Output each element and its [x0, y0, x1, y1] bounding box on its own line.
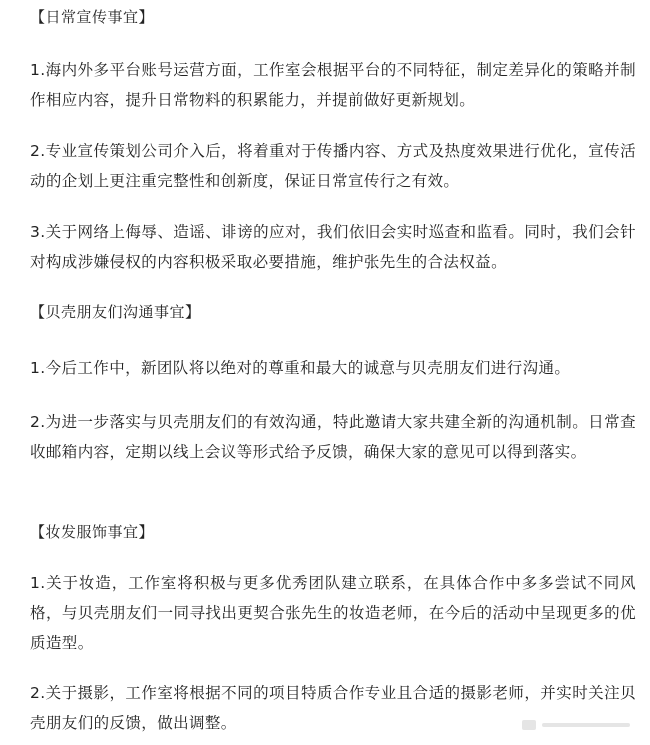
section-heading-styling: 【妆发服饰事宜】	[30, 523, 155, 541]
section-heading-fan-communication: 【贝壳朋友们沟通事宜】	[30, 303, 201, 321]
paragraph-online-defamation: 3.关于网络上侮辱、造谣、诽谤的应对，我们依旧会实时巡查和监看。同时，我们会针对构成涉嫌侵权的内容积极采取必要措施，维护张先生的合法权益。	[30, 223, 636, 271]
paragraph-platform-operations: 1.海内外多平台账号运营方面，工作室会根据平台的不同特征，制定差异化的策略并制作相应内容，提升日常物料的积累能力，并提前做好更新规划。	[30, 61, 636, 109]
paragraph-makeup-styling: 1.关于妆造，工作室将积极与更多优秀团队建立联系，在具体合作中多多尝试不同风格，与贝壳朋友们一同寻找出更契合张先生的妆造老师，在今后的活动中呈现更多的优质造型。	[30, 574, 636, 652]
paragraph-publicity-planning: 2.专业宣传策划公司介入后，将着重对于传播内容、方式及热度效果进行优化，宣传活动的企划上更注重完整性和创新度，保证日常宣传行之有效。	[30, 142, 636, 190]
paragraph-photography: 2.关于摄影，工作室将根据不同的项目特质合作专业且合适的摄影老师，并实时关注贝壳朋友们的反馈，做出调整。	[30, 684, 636, 732]
watermark-logo-icon	[522, 717, 632, 733]
paragraph-respectful-communication: 1.今后工作中，新团队将以绝对的尊重和最大的诚意与贝壳朋友们进行沟通。	[30, 359, 571, 377]
paragraph-communication-mechanism: 2.为进一步落实与贝壳朋友们的有效沟通，特此邀请大家共建全新的沟通机制。日常查收邮箱内容，定期以线上会议等形式给予反馈，确保大家的意见可以得到落实。	[30, 413, 636, 461]
section-heading-daily-publicity: 【日常宣传事宜】	[30, 8, 155, 26]
